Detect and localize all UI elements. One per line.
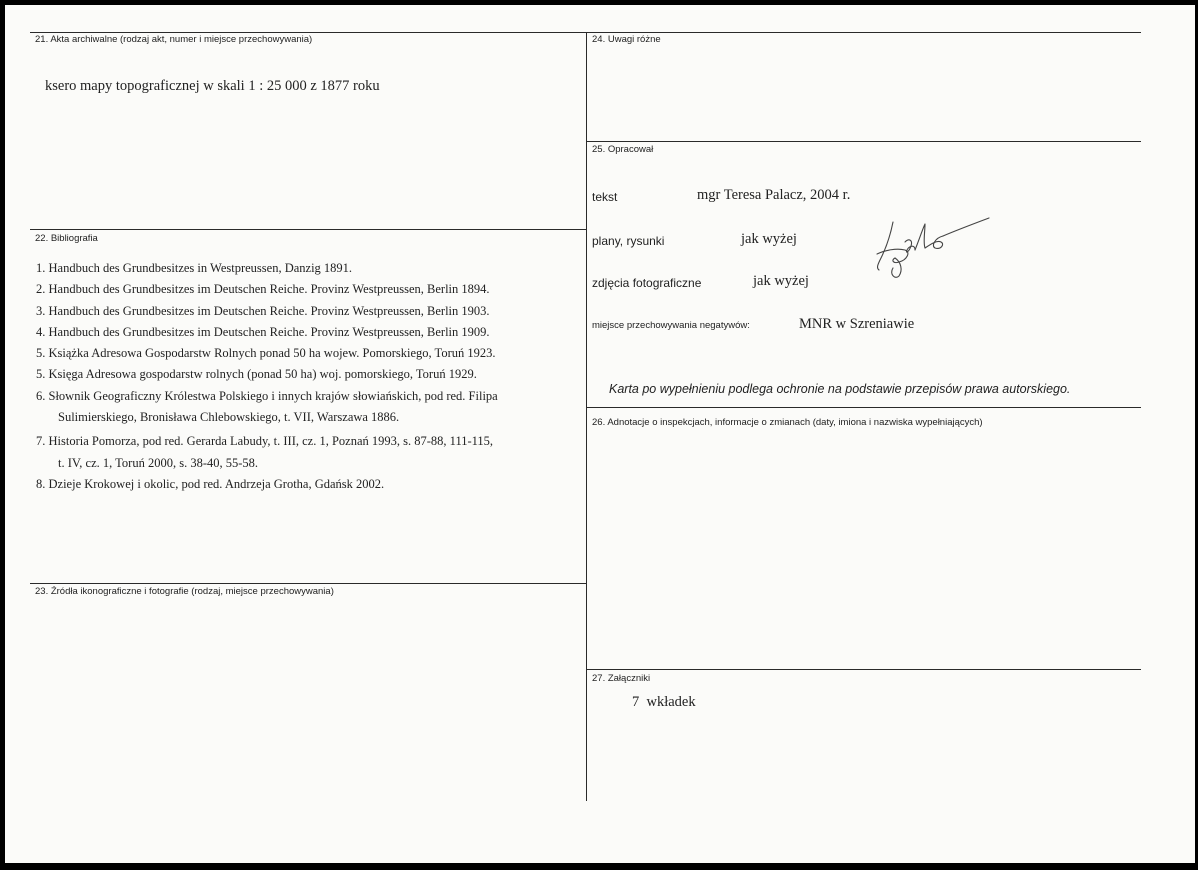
bibliography-item: 6. Słownik Geograficzny Królestwa Polskiego i innych krajów słowiańskich, pod red. Filipa bbox=[36, 388, 498, 403]
zdjecia-value: jak wyżej bbox=[753, 273, 809, 289]
rule-23 bbox=[30, 583, 586, 584]
rule-26 bbox=[587, 407, 1141, 408]
bibliography-item: 3. Handbuch des Grundbesitzes im Deutschen Reiche. Provinz Westpreussen, Berlin 1903. bbox=[36, 303, 490, 318]
bibliography-item: 1. Handbuch des Grundbesitzes in Westpreussen, Danzig 1891. bbox=[36, 261, 353, 275]
rule-25 bbox=[587, 141, 1141, 142]
section-23-label: 23. Źródła ikonograficzne i fotografie (rodzaj, miejsce przechowywania) bbox=[35, 586, 334, 597]
negatywy-label: miejsce przechowywania negatywów: bbox=[592, 320, 750, 331]
bibliography-item: 2. Handbuch des Grundbesitzes im Deutschen Reiche. Provinz Westpreussen, Berlin 1894. bbox=[36, 282, 490, 297]
tekst-value: mgr Teresa Palacz, 2004 r. bbox=[697, 187, 851, 203]
bibliography-item-continuation: t. IV, cz. 1, Toruń 2000, s. 38-40, 55-58. bbox=[58, 455, 259, 470]
bibliography-item: 7. Historia Pomorza, pod red. Gerarda Labudy, t. III, cz. 1, Poznań 1993, s. 87-88, 111-115, bbox=[36, 434, 494, 449]
section-26-label: 26. Adnotacje o inspekcjach, informacje o zmianach (daty, imiona i nazwiska wypełniających) bbox=[592, 417, 983, 428]
plany-label: plany, rysunki bbox=[592, 234, 665, 248]
section-24-label: 24. Uwagi różne bbox=[592, 34, 661, 45]
rule-22 bbox=[30, 229, 586, 230]
section-27-value: 7 wkładek bbox=[632, 694, 696, 710]
bibliography-item: 5. Książka Adresowa Gospodarstw Rolnych ponad 50 ha wojew. Pomorskiego, Toruń 1923. bbox=[36, 346, 496, 361]
plany-value: jak wyżej bbox=[741, 231, 797, 247]
section-25-label: 25. Opracował bbox=[592, 144, 654, 155]
section-21-label: 21. Akta archiwalne (rodzaj akt, numer i miejsce przechowywania) bbox=[35, 34, 313, 45]
record-card bbox=[5, 5, 1195, 863]
section-27-label: 27. Załączniki bbox=[592, 673, 651, 684]
bibliography-list bbox=[36, 258, 591, 495]
zdjecia-label: zdjęcia fotograficzne bbox=[592, 276, 702, 290]
signature-image bbox=[865, 210, 995, 285]
bibliography-item: 8. Dzieje Krokowej i okolic, pod red. Andrzeja Grotha, Gdańsk 2002. bbox=[36, 476, 385, 491]
bibliography-item: 4. Handbuch des Grundbesitzes im Deutschen Reiche. Provinz Westpreussen, Berlin 1909. bbox=[36, 324, 490, 339]
tekst-label: tekst bbox=[592, 190, 618, 204]
bibliography-item-continuation: Sulimierskiego, Bronisława Chlebowskiego, t. VII, Warszawa 1886. bbox=[58, 410, 400, 425]
section-22-label: 22. Bibliografia bbox=[35, 233, 98, 244]
copyright-note: Karta po wypełnieniu podlega ochronie na podstawie przepisów prawa autorskiego. bbox=[609, 382, 1071, 396]
rule-27 bbox=[587, 669, 1141, 670]
negatywy-value: MNR w Szreniawie bbox=[799, 316, 915, 332]
bibliography-item: 5. Księga Adresowa gospodarstw rolnych (ponad 50 ha) woj. pomorskiego, Toruń 1929. bbox=[36, 367, 477, 382]
section-21-value: ksero mapy topograficznej w skali 1 : 25 000 z 1877 roku bbox=[45, 78, 380, 94]
